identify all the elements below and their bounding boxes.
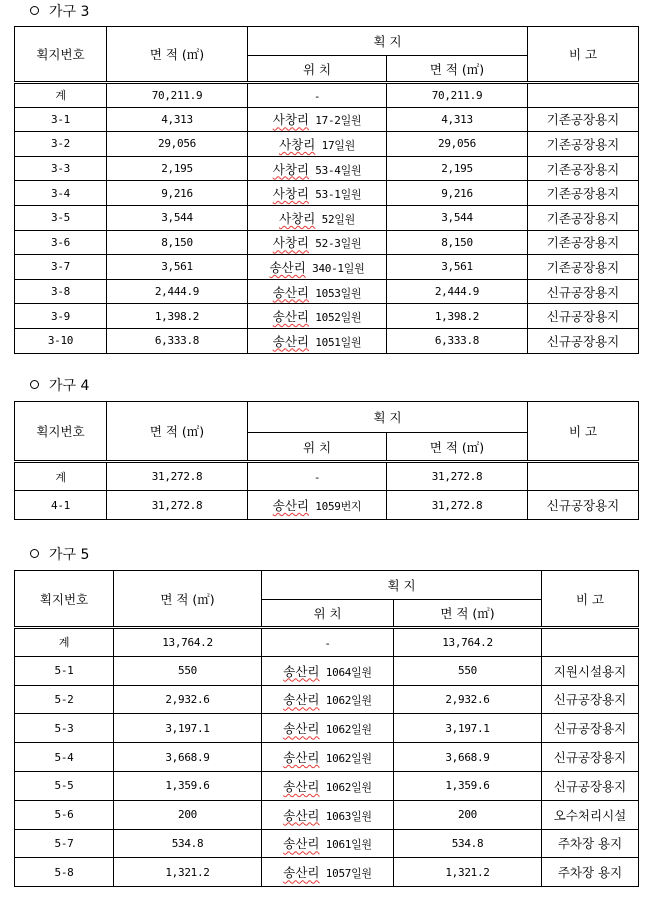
location-village: 송산리 [283, 692, 320, 708]
cell-location [248, 132, 387, 157]
cell-location [248, 205, 387, 230]
table-block-3 [14, 26, 639, 354]
location-village: 사창리 [272, 161, 309, 177]
location-lot: 52-3일원 [308, 237, 362, 251]
cell-parcel-area: 3,561 [387, 255, 528, 280]
table-block-5 [14, 570, 639, 887]
cell-parcel-area: 6,333.8 [387, 328, 528, 353]
circle-bullet-icon [30, 549, 39, 558]
cell-remark [528, 83, 639, 108]
cell-area: 31,272.8 [107, 462, 248, 491]
cell-plot-no: 3-3 [15, 156, 107, 181]
cell-remark: 주차장 용지 [542, 858, 639, 887]
total-row [15, 628, 639, 657]
cell-plot-no: 5-6 [15, 800, 114, 829]
header-area-unit: (㎡) [181, 47, 205, 62]
cell-parcel-area: 1,321.2 [394, 858, 542, 887]
location-lot: 1052일원 [308, 311, 362, 325]
cell-location [262, 800, 394, 829]
cell-plot-no: 3-8 [15, 279, 107, 304]
cell-parcel-area: 4,313 [387, 107, 528, 132]
cell-area: 2,444.9 [107, 279, 248, 304]
cell-area: 9,216 [107, 181, 248, 206]
table-row [15, 304, 639, 329]
table-body [15, 27, 639, 354]
table-row [15, 255, 639, 280]
cell-remark: 신규공장용지 [542, 743, 639, 772]
cell-location [248, 156, 387, 181]
cell-location [262, 743, 394, 772]
header-area [114, 571, 262, 628]
cell-plot-no: 계 [15, 462, 107, 491]
cell-remark: 기존공장용지 [528, 156, 639, 181]
header-remarks: 비 고 [528, 402, 639, 462]
section-title-text: 가구 5 [49, 547, 90, 563]
header-plot-no: 획지번호 [15, 571, 114, 628]
cell-remark: 신규공장용지 [528, 279, 639, 304]
cell-location [262, 628, 394, 657]
cell-area: 200 [114, 800, 262, 829]
cell-parcel-area: 29,056 [387, 132, 528, 157]
header-row [15, 571, 639, 600]
header-parcel: 획 지 [248, 27, 528, 56]
cell-parcel-area: 3,668.9 [394, 743, 542, 772]
cell-parcel-area: 70,211.9 [387, 83, 528, 108]
cell-area: 3,197.1 [114, 714, 262, 743]
header-area-label: 면 적 [429, 439, 458, 455]
cell-plot-no: 3-1 [15, 107, 107, 132]
cell-location [248, 230, 387, 255]
location-lot: 53-4일원 [308, 163, 362, 177]
cell-area: 2,932.6 [114, 685, 262, 714]
location-village: 송산리 [272, 309, 309, 325]
table-row [15, 800, 639, 829]
cell-location [248, 462, 387, 491]
table-row [15, 181, 639, 206]
cell-parcel-area: 534.8 [394, 829, 542, 858]
location-lot: 1062일원 [319, 752, 372, 766]
location-lot: 1053일원 [308, 286, 362, 300]
location-village: 송산리 [283, 836, 320, 852]
cell-location [248, 328, 387, 353]
location-village: 송산리 [283, 865, 320, 881]
location-lot: 1051일원 [308, 335, 362, 349]
table-row [15, 743, 639, 772]
location-lot: 340-1일원 [305, 261, 365, 275]
location-lot: 52일원 [315, 212, 355, 226]
table-row [15, 328, 639, 353]
header-area-unit: (㎡) [472, 606, 495, 621]
cell-plot-no: 5-3 [15, 714, 114, 743]
header-area-unit: (㎡) [461, 439, 485, 455]
header-parcel: 획 지 [248, 402, 528, 433]
table-row [15, 132, 639, 157]
header-row [15, 27, 639, 56]
cell-remark: 기존공장용지 [528, 230, 639, 255]
location-village: 송산리 [272, 498, 309, 513]
cell-remark: 신규공장용지 [528, 491, 639, 520]
location-lot: 1064일원 [319, 665, 372, 679]
table-block-4 [14, 401, 639, 520]
cell-plot-no: 3-7 [15, 255, 107, 280]
cell-area: 29,056 [107, 132, 248, 157]
location-lot: 53-1일원 [308, 188, 362, 202]
total-row [15, 462, 639, 491]
table-row [15, 279, 639, 304]
cell-plot-no: 계 [15, 628, 114, 657]
cell-location [248, 181, 387, 206]
location-village: 송산리 [283, 663, 320, 679]
location-lot: 1062일원 [319, 723, 372, 737]
cell-area: 70,211.9 [107, 83, 248, 108]
table-row [15, 491, 639, 520]
table-row [15, 771, 639, 800]
cell-area: 1,359.6 [114, 771, 262, 800]
location-village: 송산리 [272, 284, 309, 300]
cell-remark: 신규공장용지 [542, 714, 639, 743]
cell-location [262, 714, 394, 743]
table-row [15, 230, 639, 255]
header-plot-no: 획지번호 [15, 402, 107, 462]
header-parcel-area [394, 600, 542, 628]
table-row [15, 858, 639, 887]
cell-area: 13,764.2 [114, 628, 262, 657]
circle-bullet-icon [30, 380, 39, 389]
location-village: 송산리 [272, 333, 309, 349]
cell-area: 4,313 [107, 107, 248, 132]
header-area [107, 402, 248, 462]
header-row [15, 402, 639, 433]
header-area-unit: (㎡) [181, 424, 205, 439]
cell-remark: 기존공장용지 [528, 181, 639, 206]
header-area-label: 면 적 [149, 47, 178, 62]
table-row [15, 156, 639, 181]
location-village: 사창리 [272, 235, 309, 251]
cell-area: 1,398.2 [107, 304, 248, 329]
table-row [15, 685, 639, 714]
cell-area: 31,272.8 [107, 491, 248, 520]
cell-remark: 신규공장용지 [528, 304, 639, 329]
location-lot: 1061일원 [319, 838, 372, 852]
section-title-block-5 [30, 545, 89, 565]
cell-area: 3,544 [107, 205, 248, 230]
location-village: 송산리 [283, 721, 320, 737]
cell-area: 8,150 [107, 230, 248, 255]
cell-plot-no: 3-10 [15, 328, 107, 353]
header-location: 위 치 [262, 600, 394, 628]
cell-plot-no: 3-5 [15, 205, 107, 230]
table-body [15, 402, 639, 520]
header-area-label: 면 적 [160, 591, 189, 607]
cell-parcel-area: 3,544 [387, 205, 528, 230]
cell-location [248, 255, 387, 280]
cell-location [262, 858, 394, 887]
header-area-unit: (㎡) [461, 61, 485, 77]
cell-location [248, 491, 387, 520]
location-village: 사창리 [272, 186, 309, 202]
cell-remark [528, 462, 639, 491]
cell-parcel-area: 9,216 [387, 181, 528, 206]
cell-parcel-area: 550 [394, 656, 542, 685]
cell-remark: 신규공장용지 [542, 771, 639, 800]
table-body [15, 571, 639, 887]
cell-remark: 지원시설용지 [542, 656, 639, 685]
cell-plot-no: 5-4 [15, 743, 114, 772]
location-village: 사창리 [279, 136, 316, 152]
cell-parcel-area: 8,150 [387, 230, 528, 255]
location-village: 송산리 [283, 807, 320, 823]
header-area [107, 27, 248, 83]
header-area-label: 면 적 [440, 606, 469, 621]
location-lot: - [313, 89, 321, 103]
cell-plot-no: 5-5 [15, 771, 114, 800]
cell-parcel-area: 1,398.2 [387, 304, 528, 329]
cell-plot-no: 4-1 [15, 491, 107, 520]
cell-area: 550 [114, 656, 262, 685]
cell-remark [542, 628, 639, 657]
location-lot: 1057일원 [319, 867, 372, 881]
cell-plot-no: 3-6 [15, 230, 107, 255]
cell-remark: 기존공장용지 [528, 107, 639, 132]
cell-location [248, 304, 387, 329]
cell-remark: 기존공장용지 [528, 255, 639, 280]
total-row [15, 83, 639, 108]
location-lot: 1062일원 [319, 694, 372, 708]
cell-location [262, 656, 394, 685]
header-area-unit: (㎡) [192, 591, 215, 607]
location-village: 사창리 [279, 210, 316, 226]
cell-plot-no: 3-4 [15, 181, 107, 206]
table-row [15, 205, 639, 230]
header-location: 위 치 [248, 433, 387, 462]
cell-parcel-area: 2,195 [387, 156, 528, 181]
cell-parcel-area: 1,359.6 [394, 771, 542, 800]
cell-remark: 신규공장용지 [542, 685, 639, 714]
header-remarks: 비 고 [528, 27, 639, 83]
location-lot: 17-2일원 [308, 114, 362, 128]
section-title-text: 가구 4 [49, 378, 90, 394]
cell-parcel-area: 31,272.8 [387, 462, 528, 491]
location-lot: - [324, 636, 331, 650]
section-title-block-3 [30, 2, 89, 22]
table-row [15, 656, 639, 685]
location-village: 송산리 [283, 778, 320, 794]
location-village: 송산리 [269, 259, 306, 275]
location-village: 사창리 [272, 112, 309, 128]
header-area-label: 면 적 [149, 424, 178, 439]
header-area-label: 면 적 [429, 61, 458, 77]
cell-plot-no: 5-1 [15, 656, 114, 685]
location-lot: 1062일원 [319, 780, 372, 794]
cell-parcel-area: 13,764.2 [394, 628, 542, 657]
cell-parcel-area: 3,197.1 [394, 714, 542, 743]
cell-location [248, 279, 387, 304]
cell-location [262, 829, 394, 858]
location-lot: 1063일원 [319, 809, 372, 823]
cell-plot-no: 3-2 [15, 132, 107, 157]
header-parcel: 획 지 [262, 571, 542, 600]
cell-location [262, 685, 394, 714]
location-lot: - [313, 471, 321, 484]
cell-remark: 기존공장용지 [528, 205, 639, 230]
header-parcel-area [387, 56, 528, 83]
table-row [15, 107, 639, 132]
cell-area: 534.8 [114, 829, 262, 858]
header-parcel-area [387, 433, 528, 462]
section-title-text: 가구 3 [49, 4, 90, 20]
cell-plot-no: 계 [15, 83, 107, 108]
header-location: 위 치 [248, 56, 387, 83]
cell-location [262, 771, 394, 800]
table-row [15, 829, 639, 858]
section-title-block-4 [30, 376, 89, 396]
cell-plot-no: 3-9 [15, 304, 107, 329]
cell-plot-no: 5-8 [15, 858, 114, 887]
cell-remark: 오수처리시설 [542, 800, 639, 829]
cell-remark: 기존공장용지 [528, 132, 639, 157]
cell-parcel-area: 31,272.8 [387, 491, 528, 520]
cell-remark: 주차장 용지 [542, 829, 639, 858]
cell-plot-no: 5-7 [15, 829, 114, 858]
location-village: 송산리 [283, 750, 320, 766]
cell-area: 3,561 [107, 255, 248, 280]
cell-location [248, 107, 387, 132]
location-lot: 17일원 [315, 138, 355, 152]
cell-parcel-area: 2,932.6 [394, 685, 542, 714]
location-lot: 1059번지 [308, 500, 362, 513]
cell-location [248, 83, 387, 108]
header-remarks: 비 고 [542, 571, 639, 628]
cell-remark: 신규공장용지 [528, 328, 639, 353]
cell-area: 1,321.2 [114, 858, 262, 887]
table-row [15, 714, 639, 743]
circle-bullet-icon [30, 6, 39, 15]
cell-parcel-area: 200 [394, 800, 542, 829]
cell-plot-no: 5-2 [15, 685, 114, 714]
header-plot-no: 획지번호 [15, 27, 107, 83]
cell-area: 6,333.8 [107, 328, 248, 353]
cell-parcel-area: 2,444.9 [387, 279, 528, 304]
cell-area: 3,668.9 [114, 743, 262, 772]
cell-area: 2,195 [107, 156, 248, 181]
